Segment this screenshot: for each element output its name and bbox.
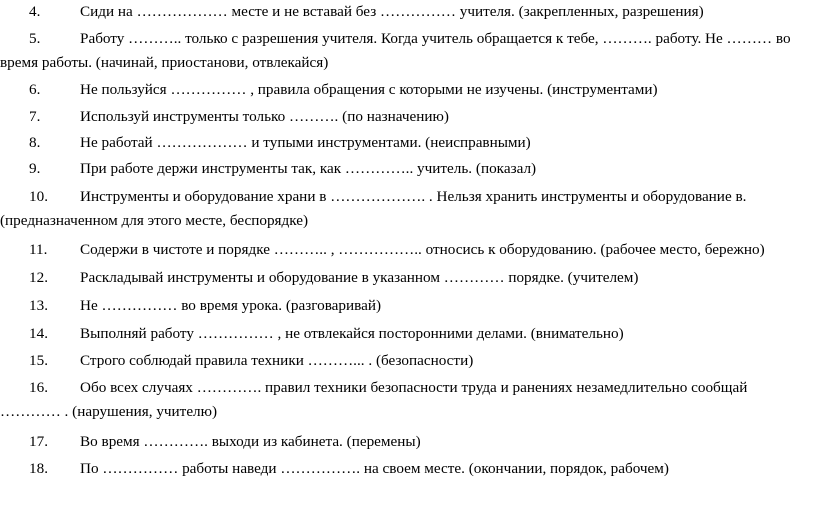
item-text-continuation: (предназначенном для этого месте, беспорядке)	[0, 212, 309, 229]
item-text: Содержи в чистоте и порядке ……….. , …………….. относись к оборудованию. (рабочее место, бережно)	[80, 241, 765, 258]
item-number: 15.	[29, 352, 48, 369]
item-text: Выполняй работу …………… , не отвлекайся посторонними делами. (внимательно)	[80, 325, 624, 342]
item-number: 6.	[29, 81, 41, 98]
item-text: Не …………… во время урока. (разговаривай)	[80, 297, 382, 314]
item-text: Строго соблюдай правила техники ………... . (безопасности)	[80, 352, 474, 369]
item-text: Сиди на ……………… месте и не вставай без …………… учителя. (закрепленных, разрешения)	[80, 3, 704, 20]
item-number: 12.	[29, 269, 48, 286]
item-text: Обо всех случаях …………. правил техники безопасности труда и ранениях незамедлительно сообщай	[80, 379, 748, 396]
item-number: 5.	[29, 30, 41, 47]
item-number: 14.	[29, 325, 48, 342]
item-number: 18.	[29, 460, 48, 477]
item-text-continuation: ………… . (нарушения, учителю)	[0, 403, 218, 420]
item-number: 16.	[29, 379, 48, 396]
item-text: Работу ……….. только с разрешения учителя. Когда учитель обращается к тебе, ………. работу. Не ……… во	[80, 30, 791, 47]
item-text: Инструменты и оборудование храни в ………………. . Нельзя хранить инструменты и оборудование в.	[80, 188, 747, 205]
item-text: Раскладывай инструменты и оборудование в указанном ………… порядке. (учителем)	[80, 269, 639, 286]
item-text: Используй инструменты только ………. (по назначению)	[80, 108, 449, 125]
item-text: Не пользуйся …………… , правила обращения с которыми не изучены. (инструментами)	[80, 81, 658, 98]
item-number: 17.	[29, 433, 48, 450]
item-text: По …………… работы наведи ……………. на своем месте. (окончании, порядок, рабочем)	[80, 460, 669, 477]
item-number: 9.	[29, 160, 41, 177]
item-text: Во время …………. выходи из кабинета. (перемены)	[80, 433, 421, 450]
item-number: 7.	[29, 108, 41, 125]
item-text: Не работай ……………… и тупыми инструментами. (неисправными)	[80, 134, 531, 151]
item-number: 10.	[29, 188, 48, 205]
item-text-continuation: время работы. (начинай, приостанови, отвлекайся)	[0, 54, 329, 71]
item-number: 11.	[29, 241, 48, 258]
item-text: При работе держи инструменты так, как ………….. учитель. (показал)	[80, 160, 537, 177]
item-number: 13.	[29, 297, 48, 314]
item-number: 4.	[29, 3, 41, 20]
item-number: 8.	[29, 134, 41, 151]
